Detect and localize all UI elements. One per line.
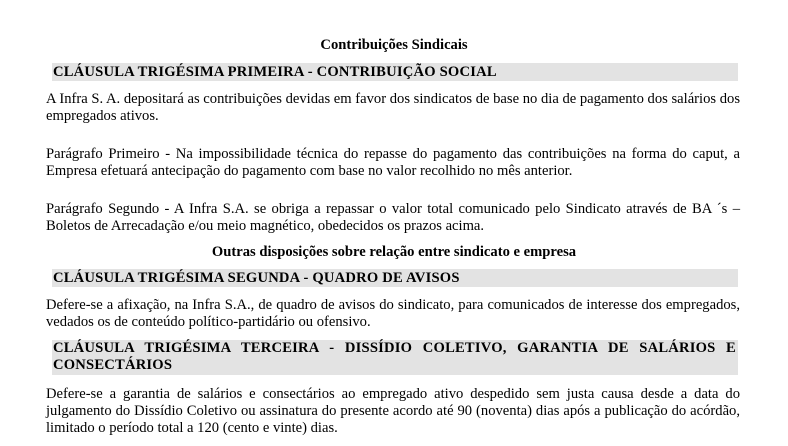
clause-31-paragraph-caput: A Infra S. A. depositará as contribuições devidas em favor dos sindicatos de base no dia de pagamento dos salários dos empregados ativos. xyxy=(46,91,740,124)
clause-33-paragraph: Defere-se a garantia de salários e consectários ao empregado ativo despedido sem justa causa desde a data do julgamento do Dissídio Coletivo ou assinatura do presente acordo até 90 (noventa) dias após a publicação do acórdão, limitado o período total a 120 (cento e vinte) dias. xyxy=(46,386,740,436)
section-title-contribuicoes-sindicais: Contribuições Sindicais xyxy=(320,37,468,53)
clause-32-paragraph: Defere-se a afixação, na Infra S.A., de quadro de avisos do sindicato, para comunicados de interesse dos empregados, vedados os de conteúdo político-partidário ou ofensivo. xyxy=(46,297,740,330)
clause-31-paragraph-primeiro: Parágrafo Primeiro - Na impossibilidade técnica do repasse do pagamento das contribuições na forma do caput, a Empresa efetuará antecipação do pagamento com base no valor recolhido no mês anterior. xyxy=(46,146,740,179)
clause-heading-trigesima-segunda: CLÁUSULA TRIGÉSIMA SEGUNDA - QUADRO DE AVISOS xyxy=(52,269,738,287)
clause-heading-trigesima-primeira: CLÁUSULA TRIGÉSIMA PRIMEIRA - CONTRIBUIÇÃO SOCIAL xyxy=(52,63,738,81)
clause-31-paragraph-segundo: Parágrafo Segundo - A Infra S.A. se obriga a repassar o valor total comunicado pelo Sindicato através de BA ´s –Boletos de Arrecadação e/ou meio magnético, obedecidos os prazos acima. xyxy=(46,201,740,234)
clause-heading-trigesima-terceira: CLÁUSULA TRIGÉSIMA TERCEIRA - DISSÍDIO COLETIVO, GARANTIA DE SALÁRIOS E CONSECTÁRIOS xyxy=(53,340,736,373)
section-title-outras-disposicoes: Outras disposições sobre relação entre sindicato e empresa xyxy=(211,244,577,260)
